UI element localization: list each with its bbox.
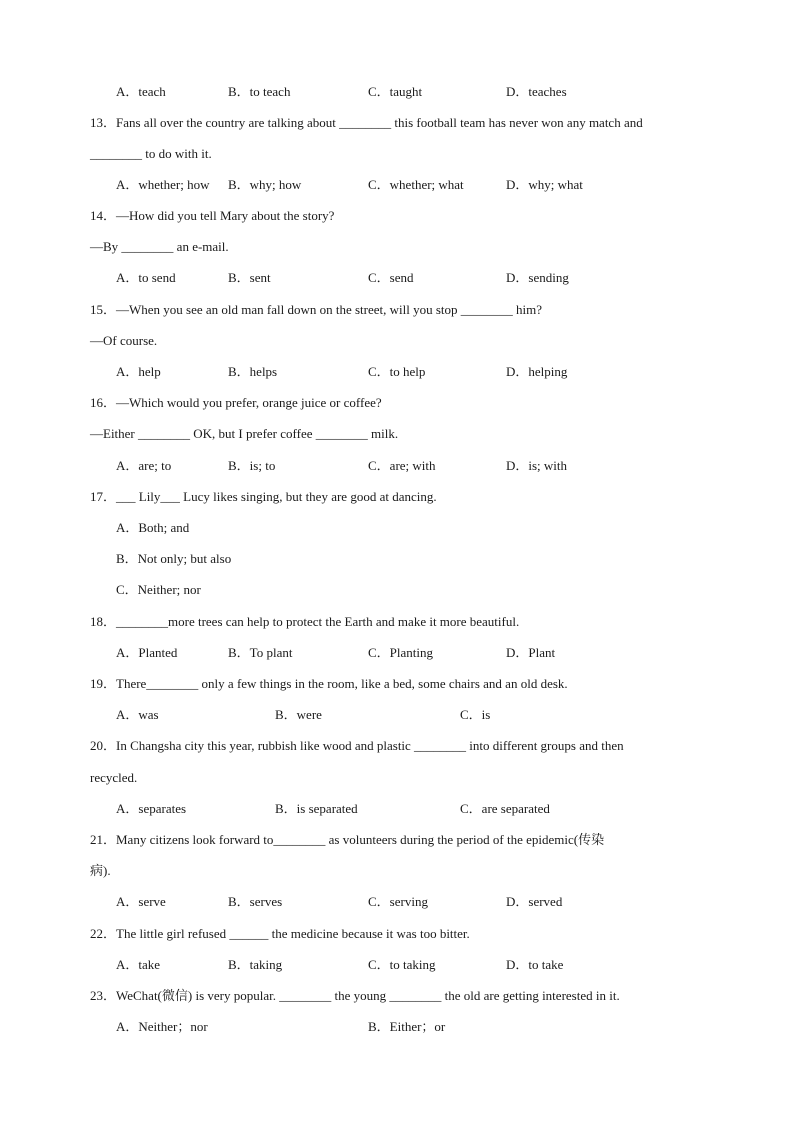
answer-options [0,457,794,475]
question-text: 21．Many citizens look forward to________ as volunteers during the period of the epidemic(传染 [90,832,605,847]
option-d: D．is; with [506,458,568,473]
question-22 [0,925,794,943]
option-c: C．are; with [368,458,436,473]
dialogue-reply [0,238,794,256]
answer-options [0,269,794,287]
option-a: A．separates [116,801,187,816]
question-20 [0,737,794,755]
option-a: A．whether; how [116,177,210,192]
option-b: B．To plant [228,645,293,660]
question-text: —Of course. [90,333,158,348]
option-b: B．taking [228,957,283,972]
option-d: D．Plant [506,645,556,660]
question-text: —Either ________ OK, but I prefer coffee ________ milk. [90,426,399,441]
option-d: D．helping [506,364,568,379]
question-text: 13．Fans all over the country are talking about ________ this football team has never won any match and [90,115,643,130]
question-13 [0,114,794,132]
option-c: C．serving [368,894,428,909]
option-c: C．Neither; nor [116,582,201,597]
option-a: A．to send [116,270,176,285]
option-b: B．why; how [228,177,302,192]
answer-options [0,1018,794,1036]
option-d: D．sending [506,270,569,285]
option-a: A．Both; and [116,520,190,535]
option-a: A．are; to [116,458,172,473]
answer-option-a [0,519,794,537]
question-21 [0,831,794,849]
option-a: A．was [116,707,159,722]
answer-option-c [0,581,794,599]
option-a: A．help [116,364,161,379]
question-16 [0,394,794,412]
option-c: C．to help [368,364,426,379]
question-text: 14．—How did you tell Mary about the story? [90,208,335,223]
option-a: A．take [116,957,161,972]
question-20-continued [0,769,794,787]
question-19 [0,675,794,693]
question-text: —By ________ an e-mail. [90,239,229,254]
question-text: 23．WeChat(微信) is very popular. ________ the young ________ the old are getting interested in it. [90,988,620,1003]
option-c: C．whether; what [368,177,464,192]
question-text: 15．—When you see an old man fall down on the street, will you stop ________ him? [90,302,543,317]
question-14 [0,207,794,225]
question-15 [0,301,794,319]
answer-option-b [0,550,794,568]
option-b: B．is; to [228,458,276,473]
question-text: 17．___ Lily___ Lucy likes singing, but they are good at dancing. [90,489,437,504]
option-c: C．is [460,707,491,722]
question-text: 20．In Changsha city this year, rubbish like wood and plastic ________ into different groups and then [90,738,624,753]
option-c: C．taught [368,84,423,99]
dialogue-reply [0,332,794,350]
option-c: C．are separated [460,801,550,816]
option-b: B．sent [228,270,271,285]
question-text: 19．There________ only a few things in the room, like a bed, some chairs and an old desk. [90,676,568,691]
question-text: recycled. [90,770,138,785]
question-text: 18．________more trees can help to protect the Earth and make it more beautiful. [90,614,520,629]
question-17 [0,488,794,506]
question-text: 22．The little girl refused ______ the medicine because it was too bitter. [90,926,470,941]
option-d: D．served [506,894,563,909]
option-b: B．were [275,707,322,722]
option-a: A．teach [116,84,166,99]
dialogue-reply [0,425,794,443]
question-text: 16．—Which would you prefer, orange juice or coffee? [90,395,382,410]
question-13-continued [0,145,794,163]
answer-options [0,956,794,974]
answer-options [0,706,794,724]
answer-options [0,363,794,381]
answer-options [0,893,794,911]
question-21-continued [0,862,794,880]
answer-options [0,644,794,662]
option-a: A．Neither；nor [116,1019,208,1034]
option-b: B．is separated [275,801,358,816]
option-d: D．teaches [506,84,567,99]
answer-options [0,800,794,818]
answer-options [0,83,794,101]
option-b: B．to teach [228,84,291,99]
question-text: 病). [90,863,111,878]
option-c: C．send [368,270,414,285]
option-d: D．why; what [506,177,583,192]
option-b: B．helps [228,364,278,379]
question-23 [0,987,794,1005]
option-b: B．Either；or [368,1019,446,1034]
option-b: B．serves [228,894,283,909]
question-text: ________ to do with it. [90,146,212,161]
answer-options [0,176,794,194]
option-a: A．Planted [116,645,178,660]
option-c: C．Planting [368,645,434,660]
question-18 [0,613,794,631]
option-c: C．to taking [368,957,436,972]
option-d: D．to take [506,957,564,972]
option-b: B．Not only; but also [116,551,232,566]
option-a: A．serve [116,894,166,909]
